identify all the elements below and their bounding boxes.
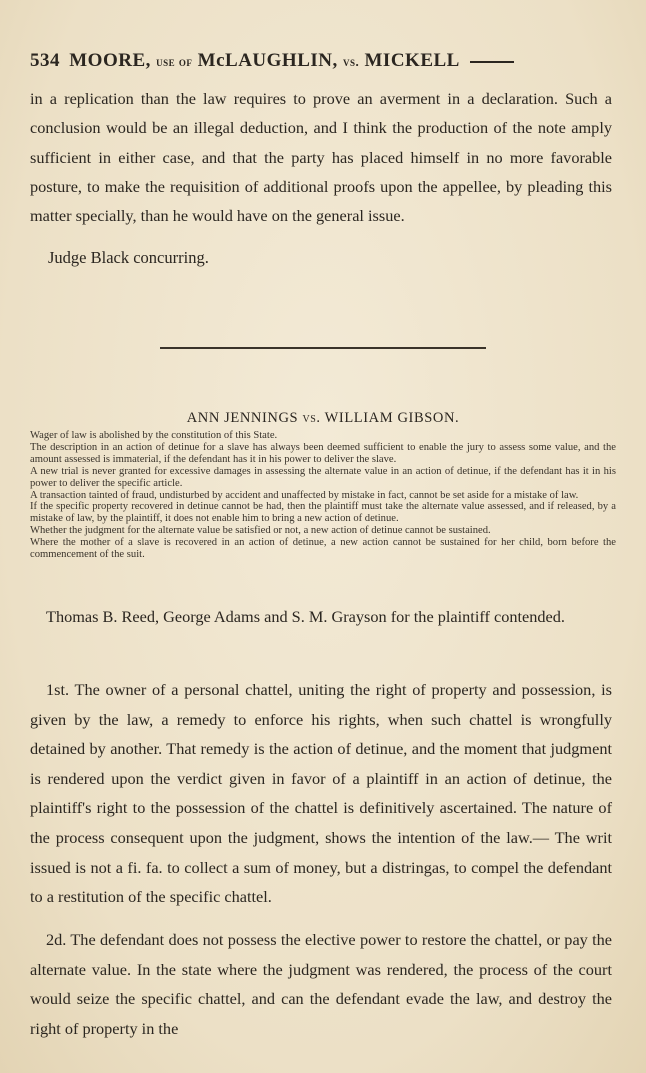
- header-vs: vs.: [342, 54, 360, 69]
- syllabus-item: If the specific property recovered in detinue cannot be had, then the plaintiff must take the alternate value assessed, and if released, by a mistake of law, by the plaintiff, it does not enable him to bring a new action of detinue.: [30, 501, 616, 525]
- syllabus-item: The description in an action of detinue for a slave has always been deemed sufficient to enable the jury to assess some value, and the amount assessed is immaterial, if the defendant has it in his power to deliver the slave.: [30, 441, 616, 465]
- section-divider: [160, 347, 486, 349]
- concurring-note: Judge Black concurring.: [48, 248, 209, 267]
- page-number: 534: [30, 50, 60, 71]
- syllabus-item: Where the mother of a slave is recovered in an action of detinue, a new action cannot be sustained for her child, born before the commencement of the suit.: [30, 537, 616, 561]
- running-header: [30, 50, 600, 72]
- header-party-mclaughlin: McLAUGHLIN,: [197, 50, 338, 71]
- syllabus-item: Whether the judgment for the alternate value be satisfied or not, a new action of detinue cannot be sustained.: [30, 525, 491, 537]
- syllabus-item: A transaction tainted of fraud, undisturbed by accident and unaffected by mistake in fact, cannot be set aside for a mistake of law.: [30, 489, 579, 501]
- opinion-paragraph: in a replication than the law requires to prove an averment in a declaration. Such a conclusion would be an illegal deduction, and I think the production of the note amply sufficient in either case, and that the party has placed himself in no more favorable posture, to make the requisition of additional proofs upon the appellee, by pleading this matter specially, than he would have on the general issue.: [30, 89, 612, 226]
- counsel-line: Thomas B. Reed, George Adams and S. M. Grayson for the plaintiff contended.: [46, 607, 565, 626]
- header-dash: [470, 61, 514, 63]
- syllabus-item: A new trial is never granted for excessive damages in assessing the alternate value in an action of detinue, if the defendant has it in his power to deliver the specific article.: [30, 465, 616, 489]
- argument-paragraph: 2d. The defendant does not possess the elective power to restore the chattel, or pay the alternate value. In the state where the judgment was rendered, the process of the court would seize the specific chattel, and can the defendant evade the law, and destroy the right of property in the: [30, 930, 612, 1038]
- argument-paragraph: 1st. The owner of a personal chattel, uniting the right of property and possession, is given by the law, a remedy to enforce his rights, when such chattel is wrongfully detained by another. That remedy is the action of detinue, and the moment that judgment is rendered upon the verdict given in favor of a plaintiff in an action of detinue, the plaintiff's right to the possession of the chattel is definitively ascertained. The nature of the process consequent upon the judgment, shows the intention of the law.— The writ issued is not a fi. fa. to collect a sum of money, but a distringas, to compel the defendant to a restitution of the specific chattel.: [30, 680, 612, 907]
- header-party-moore: MOORE,: [69, 50, 151, 71]
- syllabus: [30, 430, 616, 561]
- header-party-mickell: MICKELL: [364, 50, 459, 71]
- syllabus-item: Wager of law is abolished by the constitution of this State.: [30, 430, 278, 441]
- case-title: ANN JENNINGS vs. WILLIAM GIBSON.: [186, 410, 460, 426]
- header-use-of: use of: [156, 54, 193, 69]
